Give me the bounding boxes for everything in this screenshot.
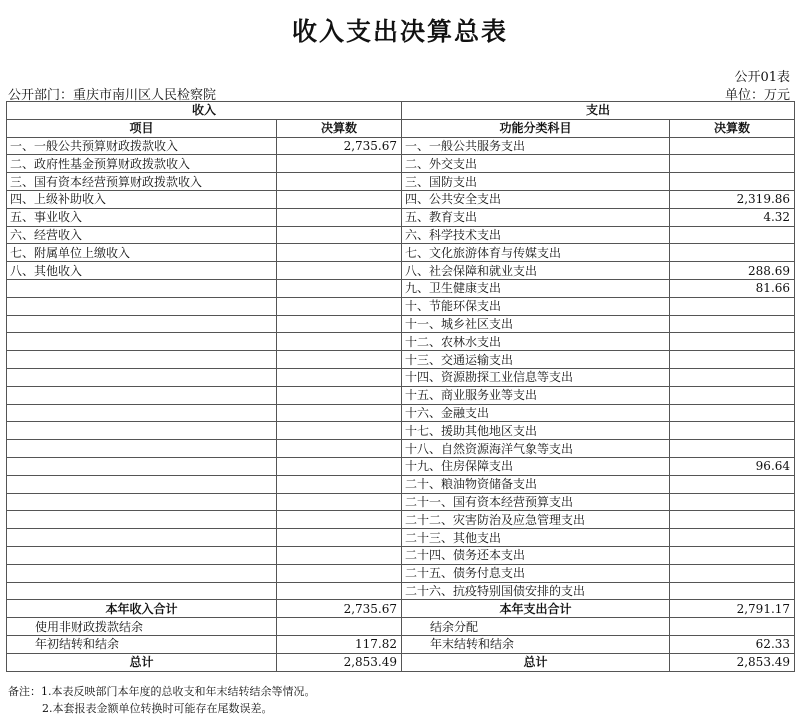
- income-item-cell: [7, 279, 277, 297]
- year-total-row: [7, 600, 795, 618]
- expense-item-cell: 六、科学技术支出: [402, 226, 670, 244]
- income-section-header: 收入: [7, 102, 402, 120]
- year-end-label: 年末结转和结余: [402, 635, 670, 653]
- year-expense-total-label: 本年支出合计: [402, 600, 670, 618]
- income-amount-cell: [277, 529, 402, 547]
- expense-item-cell: 二十三、其他支出: [402, 529, 670, 547]
- expense-amount-cell: [670, 351, 795, 369]
- income-amount-cell: [277, 297, 402, 315]
- income-amount-cell: [277, 155, 402, 173]
- income-item-cell: [7, 333, 277, 351]
- table-row: [7, 190, 795, 208]
- table-row: [7, 386, 795, 404]
- income-item-cell: [7, 297, 277, 315]
- income-amount-cell: [277, 368, 402, 386]
- income-item-column-header: 项目: [7, 119, 277, 137]
- income-item-cell: [7, 404, 277, 422]
- budget-table: [6, 101, 795, 672]
- expense-item-cell: 二十六、抗疫特别国债安排的支出: [402, 582, 670, 600]
- income-item-cell: 八、其他收入: [7, 262, 277, 280]
- table-row: [7, 262, 795, 280]
- expense-amount-cell: [670, 529, 795, 547]
- expense-amount-cell: 2,319.86: [670, 190, 795, 208]
- expense-amount-cell: 4.32: [670, 208, 795, 226]
- income-amount-cell: [277, 208, 402, 226]
- table-row: [7, 475, 795, 493]
- expense-amount-cell: [670, 297, 795, 315]
- grand-total-income-label: 总计: [7, 653, 277, 671]
- grand-total-expense-value: 2,853.49: [670, 653, 795, 671]
- income-amount-cell: [277, 190, 402, 208]
- table-row: [7, 315, 795, 333]
- table-row: [7, 404, 795, 422]
- expense-item-cell: 一、一般公共服务支出: [402, 137, 670, 155]
- table-row: [7, 226, 795, 244]
- income-item-cell: [7, 386, 277, 404]
- expense-item-cell: 二十二、灾害防治及应急管理支出: [402, 511, 670, 529]
- income-item-cell: [7, 564, 277, 582]
- income-item-cell: [7, 368, 277, 386]
- income-amount-cell: [277, 333, 402, 351]
- expense-item-cell: 十二、农林水支出: [402, 333, 670, 351]
- expense-amount-cell: [670, 155, 795, 173]
- income-item-cell: [7, 493, 277, 511]
- income-amount-cell: [277, 440, 402, 458]
- income-item-cell: 四、上级补助收入: [7, 190, 277, 208]
- income-item-cell: 一、一般公共预算财政拨款收入: [7, 137, 277, 155]
- nonfiscal-label: 使用非财政拨款结余: [7, 618, 277, 636]
- income-amount-cell: [277, 262, 402, 280]
- income-amount-cell: [277, 511, 402, 529]
- table-row: [7, 279, 795, 297]
- grand-total-income-value: 2,853.49: [277, 653, 402, 671]
- income-item-cell: [7, 546, 277, 564]
- note-1: 备注：1.本表反映部门本年度的总收支和年末结转结余等情况。: [8, 685, 316, 698]
- income-amount-cell: [277, 582, 402, 600]
- table-row: [7, 457, 795, 475]
- expense-item-column-header: 功能分类科目: [402, 119, 670, 137]
- expense-item-cell: 十六、金融支出: [402, 404, 670, 422]
- income-item-cell: 五、事业收入: [7, 208, 277, 226]
- income-amount-cell: [277, 546, 402, 564]
- expense-item-cell: 二十四、债务还本支出: [402, 546, 670, 564]
- expense-item-cell: 十三、交通运输支出: [402, 351, 670, 369]
- income-item-cell: [7, 529, 277, 547]
- expense-amount-column-header: 决算数: [670, 119, 795, 137]
- year-expense-total-value: 2,791.17: [670, 600, 795, 618]
- table-row: [7, 244, 795, 262]
- expense-amount-cell: [670, 386, 795, 404]
- income-amount-cell: [277, 279, 402, 297]
- expense-amount-cell: [670, 244, 795, 262]
- expense-item-cell: 十九、住房保障支出: [402, 457, 670, 475]
- column-header-row: [7, 119, 795, 137]
- table-row: [7, 582, 795, 600]
- income-amount-cell: [277, 493, 402, 511]
- expense-amount-cell: [670, 440, 795, 458]
- income-item-cell: [7, 475, 277, 493]
- income-amount-cell: [277, 404, 402, 422]
- income-item-cell: [7, 351, 277, 369]
- expense-item-cell: 十五、商业服务业等支出: [402, 386, 670, 404]
- expense-item-cell: 九、卫生健康支出: [402, 279, 670, 297]
- income-item-cell: [7, 422, 277, 440]
- expense-amount-cell: [670, 173, 795, 191]
- expense-item-cell: 八、社会保障和就业支出: [402, 262, 670, 280]
- income-amount-cell: [277, 386, 402, 404]
- expense-amount-cell: 288.69: [670, 262, 795, 280]
- carryover-row: [7, 635, 795, 653]
- table-row: [7, 511, 795, 529]
- income-item-cell: 二、政府性基金预算财政拨款收入: [7, 155, 277, 173]
- income-item-cell: 六、经营收入: [7, 226, 277, 244]
- expense-amount-cell: [670, 546, 795, 564]
- table-row: [7, 173, 795, 191]
- form-number: 公开01表: [734, 70, 790, 85]
- table-row: [7, 493, 795, 511]
- table-row: [7, 137, 795, 155]
- year-end-value: 62.33: [670, 635, 795, 653]
- expense-item-cell: 二十、粮油物资储备支出: [402, 475, 670, 493]
- expense-item-cell: 二十一、国有资本经营预算支出: [402, 493, 670, 511]
- income-item-cell: [7, 511, 277, 529]
- income-amount-cell: [277, 564, 402, 582]
- expense-amount-cell: [670, 475, 795, 493]
- expense-item-cell: 四、公共安全支出: [402, 190, 670, 208]
- department-label: 公开部门：重庆市南川区人民检察院: [8, 88, 217, 103]
- year-income-total-value: 2,735.67: [277, 600, 402, 618]
- year-begin-label: 年初结转和结余: [7, 635, 277, 653]
- income-amount-cell: [277, 351, 402, 369]
- expense-amount-cell: 81.66: [670, 279, 795, 297]
- note-2: 2.本套报表金额单位转换时可能存在尾数误差。: [42, 702, 273, 715]
- expense-item-cell: 十八、自然资源海洋气象等支出: [402, 440, 670, 458]
- expense-item-cell: 十七、援助其他地区支出: [402, 422, 670, 440]
- expense-amount-cell: [670, 315, 795, 333]
- income-amount-cell: [277, 315, 402, 333]
- table-row: [7, 564, 795, 582]
- expense-amount-cell: [670, 137, 795, 155]
- page-title: 收入支出决算总表: [291, 17, 508, 46]
- income-item-cell: [7, 440, 277, 458]
- surplus-distribution-value: [670, 618, 795, 636]
- income-item-cell: 七、附属单位上缴收入: [7, 244, 277, 262]
- expense-amount-cell: [670, 404, 795, 422]
- grand-total-expense-label: 总计: [402, 653, 670, 671]
- table-row: [7, 368, 795, 386]
- expense-item-cell: 十一、城乡社区支出: [402, 315, 670, 333]
- income-amount-cell: [277, 244, 402, 262]
- expense-section-header: 支出: [402, 102, 795, 120]
- expense-amount-cell: 96.64: [670, 457, 795, 475]
- expense-amount-cell: [670, 422, 795, 440]
- income-amount-cell: [277, 457, 402, 475]
- expense-amount-cell: [670, 582, 795, 600]
- expense-item-cell: 十四、资源勘探工业信息等支出: [402, 368, 670, 386]
- expense-item-cell: 二十五、债务付息支出: [402, 564, 670, 582]
- income-item-cell: [7, 457, 277, 475]
- income-amount-cell: [277, 422, 402, 440]
- income-item-cell: 三、国有资本经营预算财政拨款收入: [7, 173, 277, 191]
- table-row: [7, 529, 795, 547]
- year-begin-value: 117.82: [277, 635, 402, 653]
- nonfiscal-row: [7, 618, 795, 636]
- expense-item-cell: 五、教育支出: [402, 208, 670, 226]
- expense-amount-cell: [670, 511, 795, 529]
- table-row: [7, 155, 795, 173]
- table-row: [7, 546, 795, 564]
- table-row: [7, 440, 795, 458]
- expense-item-cell: 十、节能环保支出: [402, 297, 670, 315]
- expense-item-cell: 七、文化旅游体育与传媒支出: [402, 244, 670, 262]
- section-header-row: [7, 102, 795, 120]
- table-row: [7, 422, 795, 440]
- table-row: [7, 351, 795, 369]
- expense-amount-cell: [670, 226, 795, 244]
- income-item-cell: [7, 315, 277, 333]
- income-amount-cell: [277, 173, 402, 191]
- expense-amount-cell: [670, 493, 795, 511]
- income-amount-column-header: 决算数: [277, 119, 402, 137]
- year-income-total-label: 本年收入合计: [7, 600, 277, 618]
- expense-item-cell: 三、国防支出: [402, 173, 670, 191]
- grand-total-row: [7, 653, 795, 671]
- expense-amount-cell: [670, 564, 795, 582]
- income-amount-cell: 2,735.67: [277, 137, 402, 155]
- table-row: [7, 333, 795, 351]
- expense-amount-cell: [670, 368, 795, 386]
- income-item-cell: [7, 582, 277, 600]
- expense-amount-cell: [670, 333, 795, 351]
- unit-label: 单位：万元: [724, 88, 790, 103]
- expense-item-cell: 二、外交支出: [402, 155, 670, 173]
- surplus-distribution-label: 结余分配: [402, 618, 670, 636]
- table-row: [7, 297, 795, 315]
- income-amount-cell: [277, 475, 402, 493]
- nonfiscal-value: [277, 618, 402, 636]
- table-row: [7, 208, 795, 226]
- income-amount-cell: [277, 226, 402, 244]
